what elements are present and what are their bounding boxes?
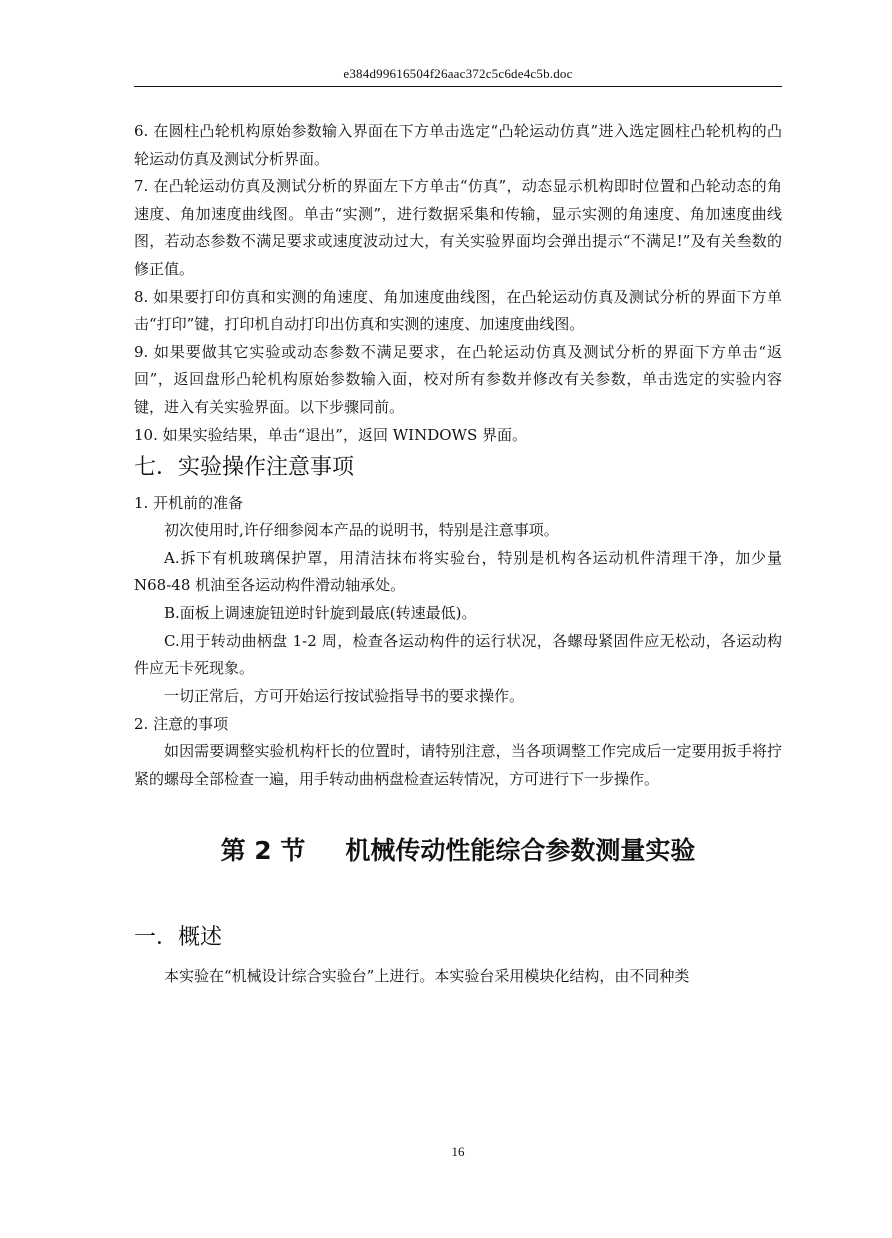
step-8-text: 8. 如果要打印仿真和实测的角速度、角加速度曲线图，在凸轮运动仿真及测试分析的界面下方单击“打印”键，打印机自动打印出仿真和实测的速度、加速度曲线图。 [134,287,782,334]
chapter-heading [134,833,782,869]
preparation-ok-paragraph: 一切正常后，方可开始运行按试验指导书的要求操作。 [164,686,525,705]
caution-paragraph: 如因需要调整实验机构杆长的位置时，请特别注意，当各项调整工作完成后一定要用扳手将拧紧的螺母全部检查一遍，用手转动曲柄盘检查运转情况，方可进行下一步操作。 [134,742,782,788]
overview-heading: 一．概述 [134,925,223,951]
document-filename-header: e384d99616504f26aac372c5c6de4c5b.doc [343,66,573,81]
chapter-title: 机械传动性能综合参数测量实验 [345,836,696,866]
section-7-heading: 七．实验操作注意事项 [134,455,355,481]
overview-paragraph: 本实验在“机械设计综合实验台”上进行。本实验台采用模块化结构，由不同种类 [164,967,690,986]
subsection-1-heading: 1. 开机前的准备 [134,494,244,513]
step-6-text: 6. 在圆柱凸轮机构原始参数输入界面在下方单击选定“凸轮运动仿真”进入选定圆柱凸轮机构的凸轮运动仿真及测试分析界面。 [134,122,782,168]
preparation-item-c: C.用于转动曲柄盘 1-2 周，检查各运动构件的运行状况，各螺母紧固件应无松动，各运动构件应无卡死现象。 [134,631,782,678]
preparation-item-b: B.面板上调速旋钮逆时针旋到最底(转速最低)。 [164,603,477,622]
chapter-number: 第 2 节 [220,836,306,866]
subsection-2-heading: 2. 注意的事项 [134,715,229,734]
step-10-text: 10. 如果实验结果，单击“退出”，返回 WINDOWS 界面。 [134,425,527,444]
page-number: 16 [451,1144,465,1159]
step-9-text: 9. 如果要做其它实验或动态参数不满足要求，在凸轮运动仿真及测试分析的界面下方单击“返回”，返回盘形凸轮机构原始参数输入面，校对所有参数并修改有关参数，单击选定的实验内容键，进入有关实验界面。以下步骤同前。 [134,342,782,416]
preparation-item-a: A.拆下有机玻璃保护罩，用清洁抹布将实验台，特别是机构各运动机件清理干净，加少量 N68-48 机油至各运动构件滑动轴承处。 [134,548,782,595]
step-7-text: 7. 在凸轮运动仿真及测试分析的界面左下方单击“仿真”，动态显示机构即时位置和凸轮动态的角速度、角加速度曲线图。单击“实测”，进行数据采集和传输，显示实测的角速度、角加速度曲线图，若动态参数不满足要求或速度波动过大，有关实验界面均会弹出提示“不满足!”及有关叁数的修正值。 [134,177,782,278]
page-content [134,118,782,991]
header-divider [134,86,782,87]
preparation-paragraph: 初次使用时,许仔细参阅本产品的说明书，特别是注意事项。 [164,521,559,540]
